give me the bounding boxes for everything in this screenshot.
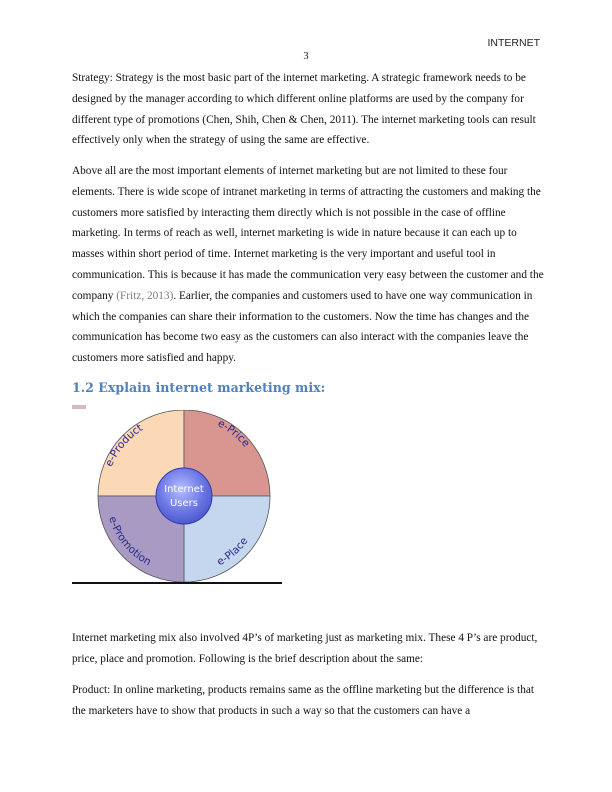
paragraph-product: Product: In online marketing, products remains same as the offline marketing but the difference is that the marketers have to show that products in such a way so that the customers can have a: [72, 684, 534, 717]
page-number: 3: [303, 51, 309, 62]
paragraph-above-all-text-1: Above all are the most important elements of internet marketing but are not limited to these four elements. There is wide scope of intranet marketing in terms of attracting the customers and making the customers more satisfied by interacting them directly which is not possible in the case of offline marketing. In terms of reach as well, internet marketing is wide in nature because it can each up to masses within short period of time. Internet marketing is the very important and useful tool in communication. This is because it has made the communication very easy between the customer and the company: [72, 165, 544, 302]
hub-label-line2: Users: [169, 498, 199, 509]
citation-fritz: (Fritz, 2013): [116, 289, 174, 302]
label-e-product: e-Product: [103, 421, 145, 469]
hub-label-line1: Internet: [164, 484, 204, 495]
figure-rule: [72, 582, 282, 584]
paragraph-above-all-text-2: . Earlier, the companies and customers used to have one way communication in which the companies can share their information to the customers. Now the time has changes and the communication has become two easy as the customers can also interact with the companies leave the customers more satisfied and happy.: [72, 289, 533, 365]
paragraph-above-all: [72, 161, 544, 369]
label-e-place: e-Place: [214, 535, 251, 569]
label-e-price: e-Price: [215, 417, 253, 450]
marketing-mix-diagram: [72, 410, 284, 586]
paragraph-strategy: Strategy: Strategy is the most basic part of the internet marketing. A strategic framework needs to be designed by the manager according to which different online platforms are used by the company for different type of promotions (Chen, Shih, Chen & Chen, 2011). The internet marketing tools can result effectively only when the strategy of using the same are effective.: [72, 72, 536, 147]
label-e-promotion: e-Promotion: [106, 514, 154, 569]
section-heading: 1.2 Explain internet marketing mix:: [72, 380, 326, 395]
image-placeholder-mark: [72, 405, 86, 409]
running-head: INTERNET: [487, 37, 540, 49]
internet-users-hub: [156, 468, 212, 524]
paragraph-marketing-mix: Internet marketing mix also involved 4P’s of marketing just as marketing mix. These 4 P’s are product, price, place and promotion. Following is the brief description about the same:: [72, 632, 538, 665]
